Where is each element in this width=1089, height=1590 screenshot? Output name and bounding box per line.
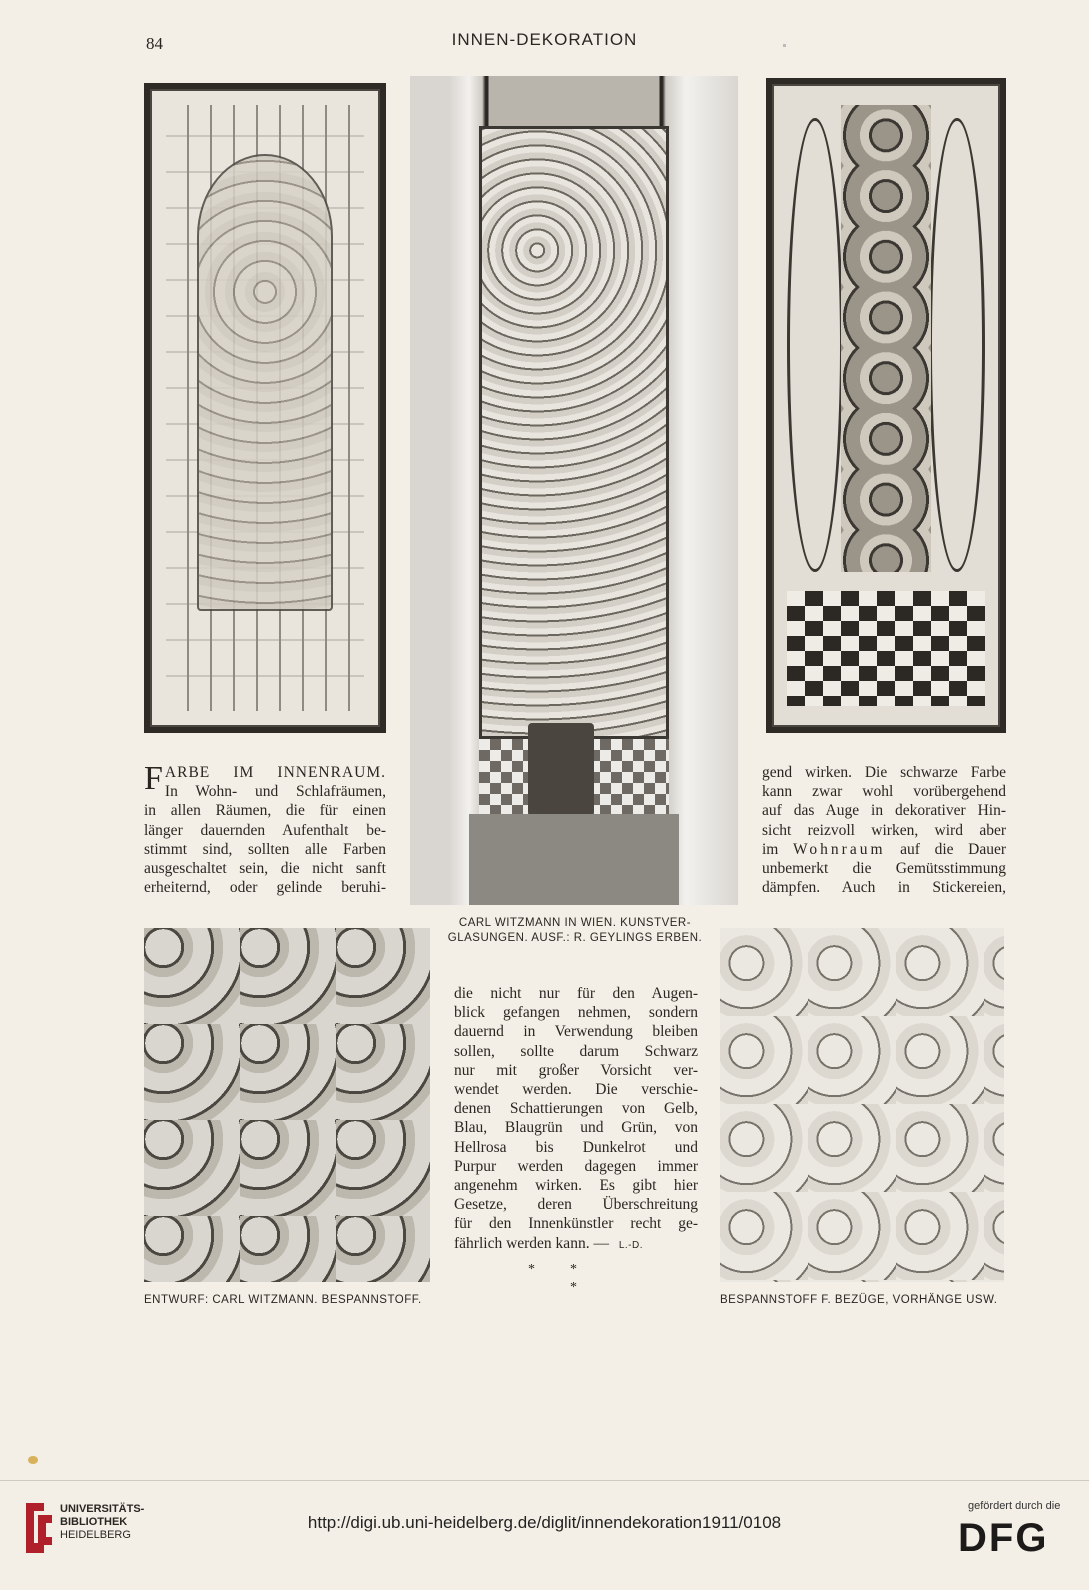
library-name-line: HEIDELBERG: [60, 1529, 131, 1541]
text-word: auf die Dauer: [900, 840, 1007, 858]
checker-base-motif: [787, 591, 984, 706]
text-line-content: fährlich werden kann. —: [454, 1234, 609, 1252]
window-frame: [772, 84, 1000, 727]
text-column-center: [454, 984, 698, 1255]
flowerpot: [528, 723, 594, 822]
text-line: [454, 1234, 698, 1255]
text-line: für den Innenkünstler recht ge-: [454, 1215, 698, 1233]
figure-caption-left: ENTWURF: CARL WITZMANN. BESPANNSTOFF.: [144, 1294, 422, 1306]
oval-motif-right: [929, 118, 984, 572]
text-column-right: [762, 763, 1006, 897]
stained-glass-rings-illustration: [766, 78, 1006, 733]
fabric-spiral-pattern-illustration: [720, 928, 1004, 1282]
page-number: 84: [146, 34, 163, 53]
text-line: blick gefangen nehmen, sondern: [454, 1004, 698, 1022]
text-line: sollen, sollte darum Schwarz: [454, 1042, 698, 1060]
text-line: [762, 840, 1006, 859]
oval-motif-left: [787, 118, 842, 572]
library-name-line: UNIVERSITÄTS-: [60, 1503, 145, 1515]
fabric-leaf-pattern-illustration: [144, 928, 430, 1282]
text-line: ARBE IM INNENRAUM.: [164, 764, 386, 781]
text-line: stimmt sind, sollten alle Farben: [144, 840, 386, 858]
library-name-line: BIBLIOTHEK: [60, 1516, 128, 1528]
text-line: sicht reizvoll wirken, wird aber: [762, 821, 1006, 839]
window-photograph-birds: [410, 76, 738, 905]
ornament-stars-row: * *: [528, 1262, 577, 1277]
ring-column-motif: [841, 105, 931, 571]
text-line: Hellrosa bis Dunkelrot und: [454, 1138, 698, 1156]
text-line: Purpur werden dagegen immer: [454, 1157, 698, 1175]
text-line: angenehm wirken. Es gibt hier: [454, 1177, 698, 1195]
text-line: unbemerkt die Gemütsstimmung: [762, 860, 1006, 878]
caption-line: GLASUNGEN. AUSF.: R. GEYLINGS ERBEN.: [447, 932, 703, 944]
bird-glass-panel: [479, 126, 669, 739]
heart-arch-motif: [197, 154, 333, 611]
emphasized-word: Wohnraum: [793, 840, 886, 858]
text-line: In Wohn- und Schlafräumen,: [164, 783, 386, 801]
text-line: Gesetze, deren Überschreitung: [454, 1196, 698, 1214]
text-line: Blau, Blaugrün und Grün, von: [454, 1119, 698, 1137]
running-title: INNEN-DEKORATION: [451, 30, 638, 49]
text-line: wendet werden. Die verschie-: [454, 1081, 698, 1099]
digital-library-link[interactable]: http://digi.ub.uni-heidelberg.de/diglit/innendekoration1911/0108: [307, 1513, 782, 1532]
sponsor-text: gefördert durch die: [968, 1500, 1061, 1512]
caption-line: CARL WITZMANN IN WIEN. KUNSTVER-: [458, 917, 692, 929]
figure-caption-center: [430, 916, 720, 946]
stained-glass-hearts-illustration: [144, 83, 386, 733]
text-line: in allen Räumen, die für einen: [144, 802, 386, 820]
dfg-logo: DFG: [958, 1516, 1049, 1560]
text-line: kann zwar wohl vorübergehend: [762, 783, 1006, 801]
text-column-left: [144, 760, 386, 897]
text-line: nur mit großer Vorsicht ver-: [454, 1061, 698, 1079]
text-line: dämpfen. Auch in Stickereien,: [762, 879, 1006, 897]
window-sill: [469, 814, 679, 905]
text-line: länger dauernden Aufenthalt be-: [144, 821, 386, 839]
text-line: die nicht nur für den Augen-: [454, 985, 698, 1002]
window-frame: [150, 89, 380, 727]
text-word: im: [762, 840, 779, 858]
author-signature: L.-D.: [618, 1239, 643, 1251]
text-line: dauernd in Verwendung bleiben: [454, 1023, 698, 1041]
text-line: gend wirken. Die schwarze Farbe: [762, 764, 1006, 781]
footer-divider: [0, 1480, 1089, 1481]
ornament-star: *: [570, 1280, 577, 1295]
text-line: auf das Auge in dekorativer Hin-: [762, 802, 1006, 820]
text-line: denen Schattierungen von Gelb,: [454, 1100, 698, 1118]
text-line: ausgeschaltet sein, die nicht sanft: [144, 860, 386, 878]
pencil-mark: [783, 44, 786, 47]
text-line: erheiternd, oder gelinde beruhi-: [144, 879, 386, 897]
figure-caption-right: BESPANNSTOFF F. BEZÜGE, VORHÄNGE USW.: [720, 1294, 998, 1306]
library-stamp-mark: [28, 1456, 38, 1464]
drop-cap: F: [144, 760, 163, 797]
